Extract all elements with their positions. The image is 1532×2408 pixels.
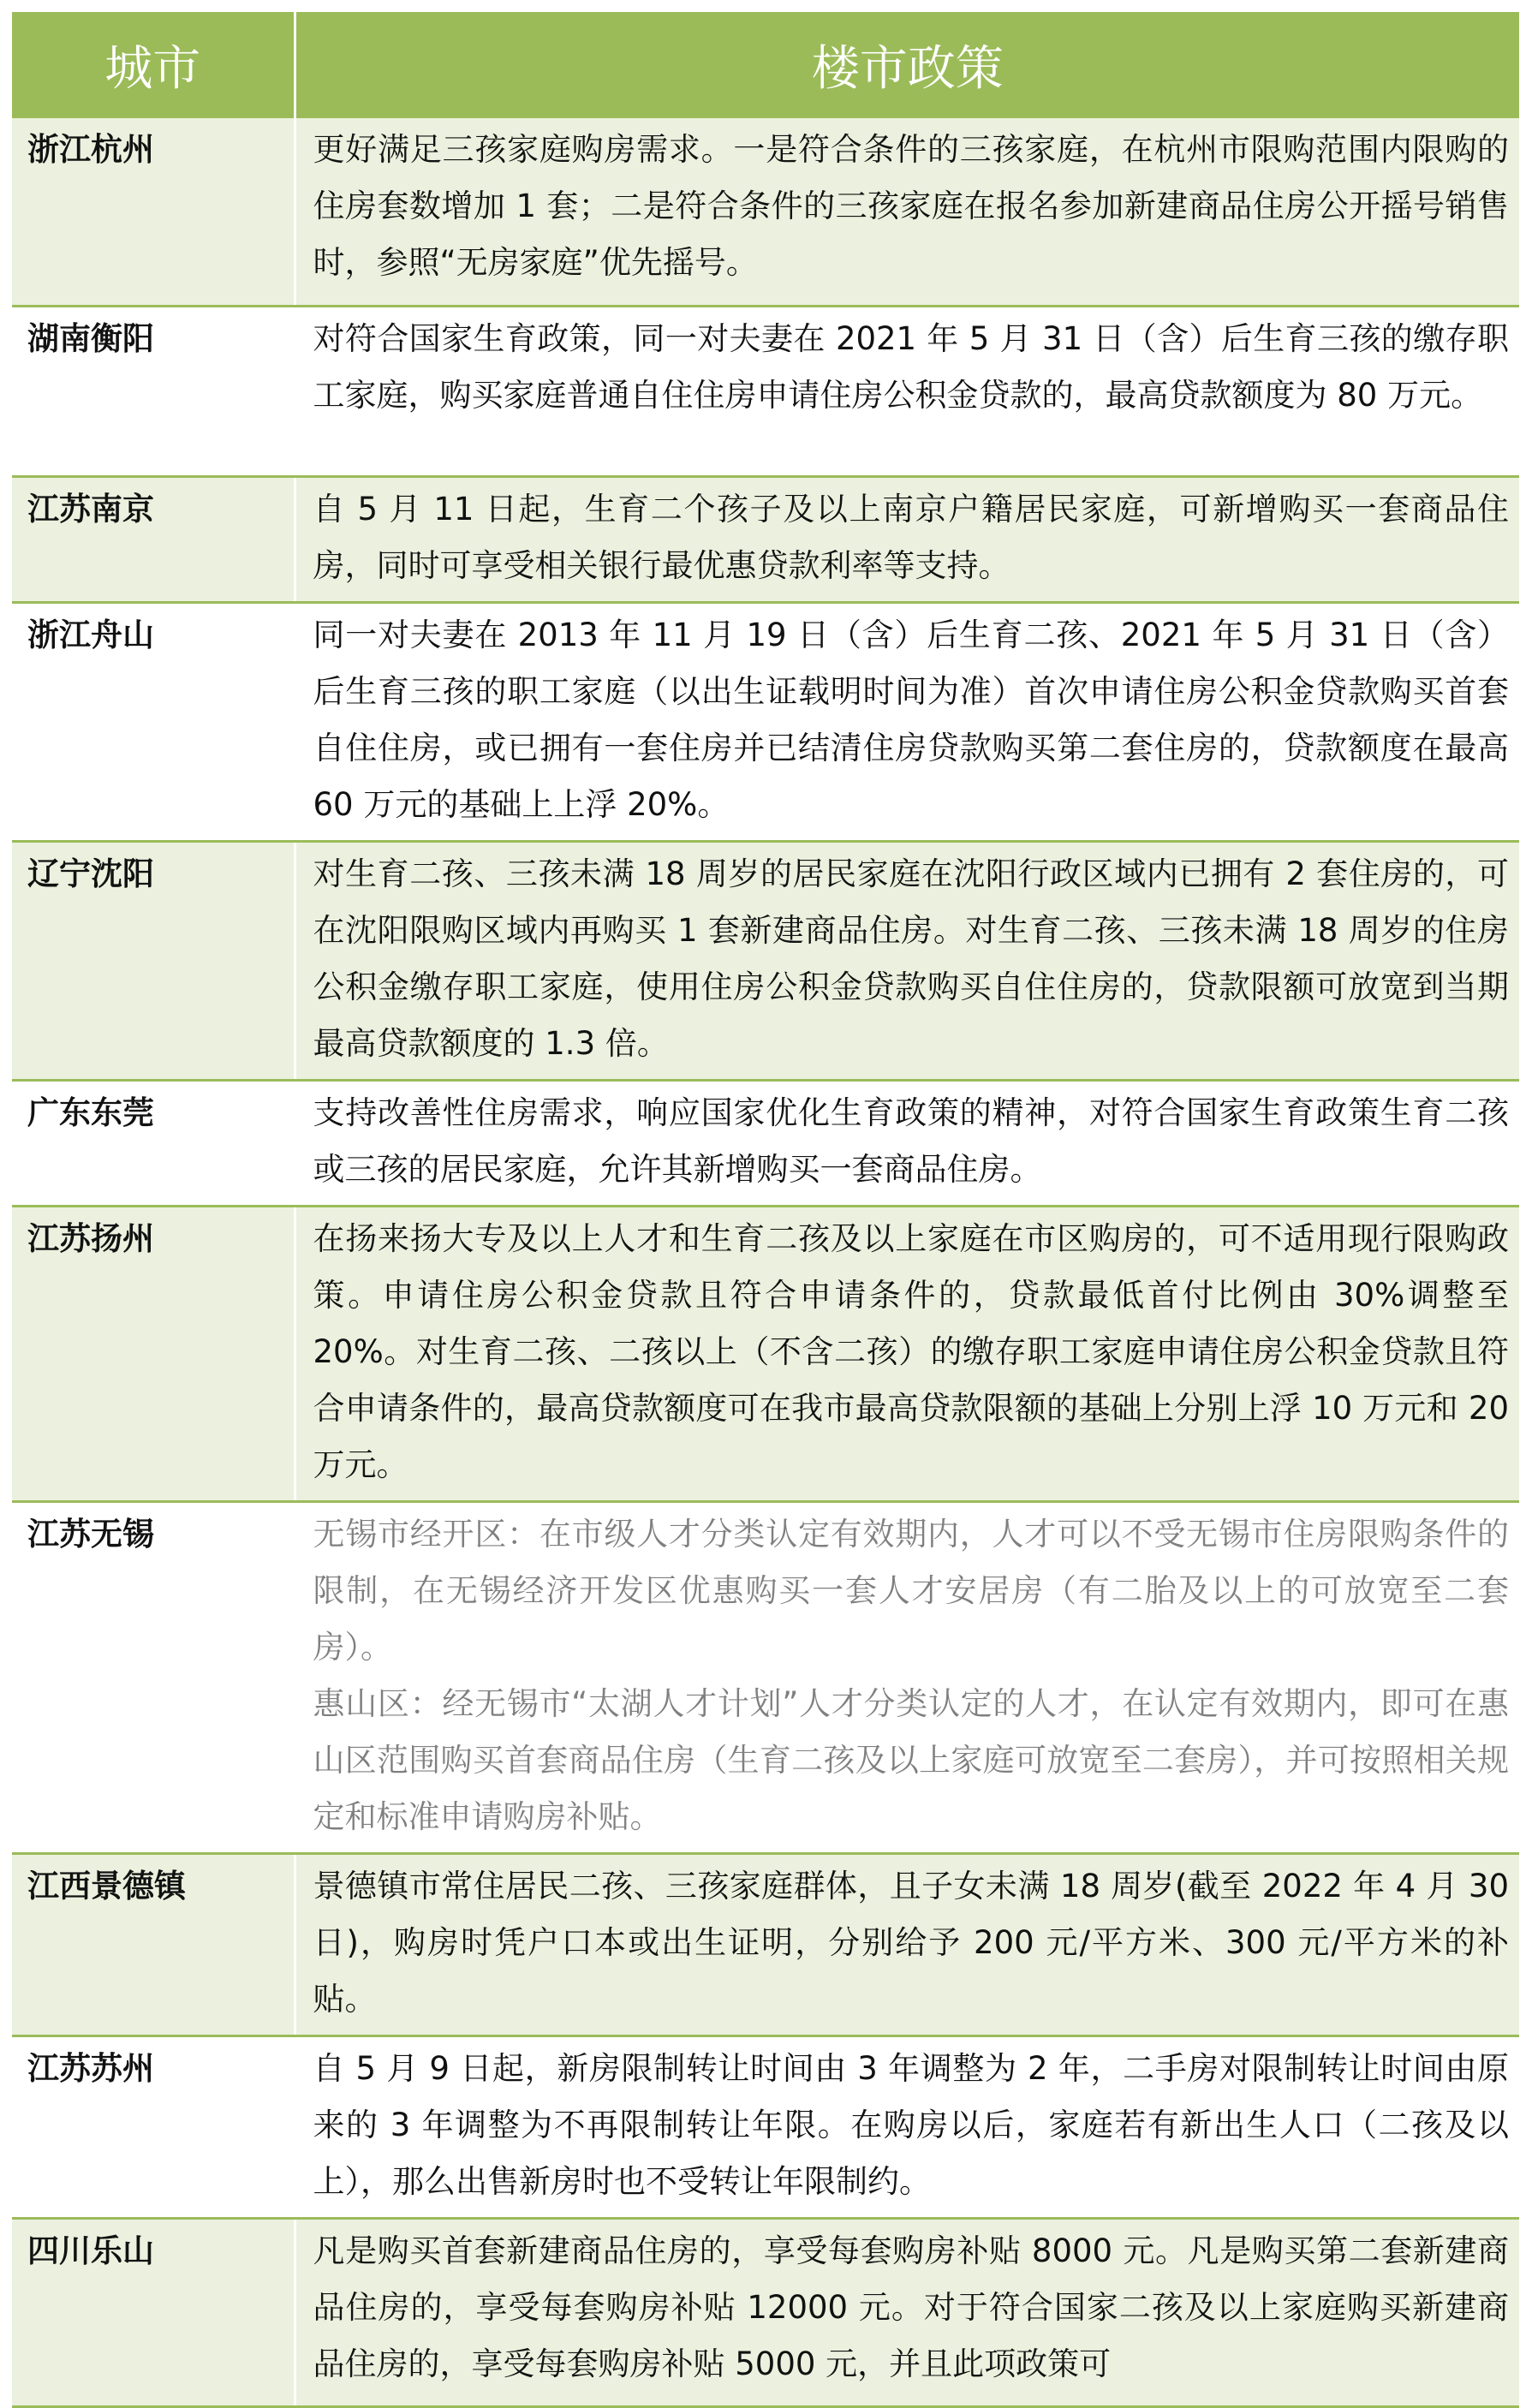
city-cell: 辽宁沈阳 xyxy=(12,841,295,1080)
policy-text: 在扬来扬大专及以上人才和生育二孩及以上家庭在市区购房的，可不适用现行限购政策。申请住房公积金贷款且符合申请条件的，贷款最低首付比例由 30%调整至 20%。对生育二孩、二孩以上（不含二孩）的缴存职工家庭申请住房公积金贷款且符合申请条件的，最高贷款额度可在我市最高贷款限额的基础上分别上浮 10 万元和 20 万元。 xyxy=(313,1219,1509,1483)
policy-cell xyxy=(295,306,1519,476)
table-row xyxy=(12,306,1519,476)
table-row xyxy=(12,841,1519,1080)
city-column-header: 城市 xyxy=(12,12,295,118)
policy-text: 无锡市经开区：在市级人才分类认定有效期内，人才可以不受无锡市住房限购条件的限制，在无锡经济开发区优惠购买一套人才安居房（有二胎及以上的可放宽至二套房）。 xyxy=(313,1515,1509,1666)
city-cell: 四川乐山 xyxy=(12,2218,295,2406)
policy-column-header: 楼市政策 xyxy=(295,12,1519,118)
city-cell: 江苏扬州 xyxy=(12,1206,295,1501)
table-row xyxy=(12,2218,1519,2406)
policy-cell xyxy=(295,118,1519,306)
header-row xyxy=(12,12,1519,118)
city-cell: 江西景德镇 xyxy=(12,1853,295,2035)
policy-cell xyxy=(295,841,1519,1080)
policy-cell xyxy=(295,476,1519,602)
policy-text: 自 5 月 11 日起，生育二个孩子及以上南京户籍居民家庭，可新增购买一套商品住房，同时可享受相关银行最优惠贷款利率等支持。 xyxy=(313,490,1509,584)
housing-policy-table xyxy=(12,12,1519,2408)
city-cell: 湖南衡阳 xyxy=(12,306,295,476)
policy-text: 凡是购买首套新建商品住房的，享受每套购房补贴 8000 元。凡是购买第二套新建商品住房的，享受每套购房补贴 12000 元。对于符合国家二孩及以上家庭购买新建商品住房的，享受每套购房补贴 5000 元，并且此项政策可 xyxy=(313,2232,1509,2382)
city-cell: 广东东莞 xyxy=(12,1080,295,1206)
policy-cell xyxy=(295,2035,1519,2218)
table-body xyxy=(12,118,1519,2406)
city-cell: 江苏南京 xyxy=(12,476,295,602)
table-row xyxy=(12,118,1519,306)
table-row xyxy=(12,476,1519,602)
policy-cell xyxy=(295,1080,1519,1206)
policy-cell xyxy=(295,1206,1519,1501)
policy-cell xyxy=(295,1853,1519,2035)
policy-cell xyxy=(295,1501,1519,1853)
policy-text: 自 5 月 9 日起，新房限制转让时间由 3 年调整为 2 年，二手房对限制转让时间由原来的 3 年调整为不再限制转让年限。在购房以后，家庭若有新出生人口（二孩及以上），那么出售新房时也不受转让年限制约。 xyxy=(313,2049,1509,2200)
table-row xyxy=(12,1080,1519,1206)
city-cell: 浙江杭州 xyxy=(12,118,295,306)
policy-cell xyxy=(295,602,1519,841)
table-row xyxy=(12,2035,1519,2218)
policy-text: 更好满足三孩家庭购房需求。一是符合条件的三孩家庭，在杭州市限购范围内限购的住房套数增加 1 套；二是符合条件的三孩家庭在报名参加新建商品住房公开摇号销售时，参照“无房家庭”优先摇号。 xyxy=(313,131,1509,281)
policy-text: 景德镇市常住居民二孩、三孩家庭群体，且子女未满 18 周岁(截至 2022 年 4 月 30 日)，购房时凭户口本或出生证明，分别给予 200 元/平方米、300 元/平方米的补贴。 xyxy=(313,1867,1509,2018)
policy-text: 同一对夫妻在 2013 年 11 月 19 日（含）后生育二孩、2021 年 5 月 31 日（含）后生育三孩的职工家庭（以出生证载明时间为准）首次申请住房公积金贷款购买首套自住住房，或已拥有一套住房并已结清住房贷款购买第二套住房的，贷款额度在最高 60 万元的基础上上浮 20%。 xyxy=(313,616,1509,823)
policy-text: 对符合国家生育政策，同一对夫妻在 2021 年 5 月 31 日（含）后生育三孩的缴存职工家庭，购买家庭普通自住住房申请住房公积金贷款的，最高贷款额度为 80 万元。 xyxy=(313,319,1509,414)
policy-cell xyxy=(295,2218,1519,2406)
policy-text: 惠山区：经无锡市“太湖人才计划”人才分类认定的人才，在认定有效期内，即可在惠山区范围购买首套商品住房（生育二孩及以上家庭可放宽至二套房），并可按照相关规定和标准申请购房补贴。 xyxy=(313,1684,1509,1835)
table-row xyxy=(12,602,1519,841)
policy-text: 支持改善性住房需求，响应国家优化生育政策的精神，对符合国家生育政策生育二孩或三孩的居民家庭，允许其新增购买一套商品住房。 xyxy=(313,1094,1509,1188)
table-row xyxy=(12,1853,1519,2035)
table-header xyxy=(12,12,1519,118)
table-row xyxy=(12,1501,1519,1853)
policy-text: 对生育二孩、三孩未满 18 周岁的居民家庭在沈阳行政区域内已拥有 2 套住房的，可在沈阳限购区域内再购买 1 套新建商品住房。对生育二孩、三孩未满 18 周岁的住房公积金缴存职工家庭，使用住房公积金贷款购买自住住房的，贷款限额可放宽到当期最高贷款额度的 1.3 倍。 xyxy=(313,855,1509,1062)
city-cell: 浙江舟山 xyxy=(12,602,295,841)
city-cell: 江苏苏州 xyxy=(12,2035,295,2218)
table-row xyxy=(12,1206,1519,1501)
city-cell: 江苏无锡 xyxy=(12,1501,295,1853)
